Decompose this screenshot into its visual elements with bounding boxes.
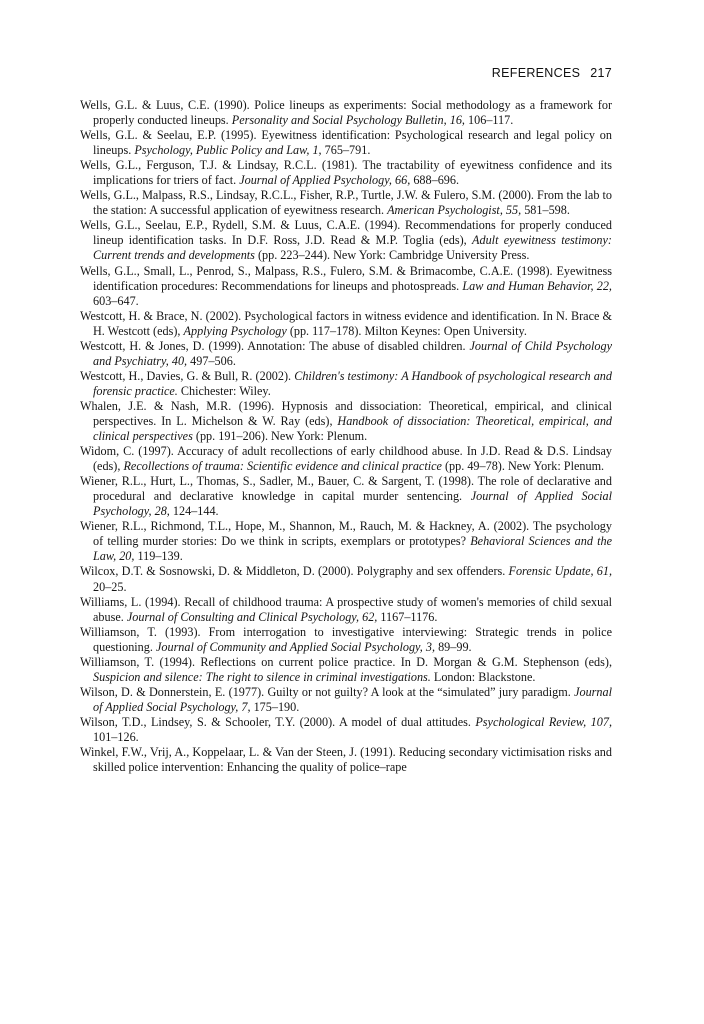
reference-entry — [80, 474, 612, 519]
reference-text: Westcott, H. & Brace, N. (2002). Psychological factors in witness evidence and identification. In N. Brace & H. Westcott (eds), — [80, 308, 612, 338]
reference-text: Chichester: Wiley. — [177, 383, 271, 398]
reference-entry — [80, 369, 612, 399]
reference-text: 89–99. — [435, 639, 472, 654]
reference-text: Wilson, D. & Donnerstein, E. (1977). Guilty or not guilty? A look at the “simulated” jury paradigm. — [80, 684, 575, 699]
reference-entry — [80, 655, 612, 685]
reference-source-italic: Applying Psychology — [183, 323, 287, 338]
reference-entry — [80, 158, 612, 188]
reference-entry — [80, 188, 612, 218]
reference-text: Westcott, H., Davies, G. & Bull, R. (2002). — [80, 368, 295, 383]
reference-entry — [80, 128, 612, 158]
reference-entry — [80, 745, 612, 775]
reference-text: Williamson, T. (1994). Reflections on current police practice. In D. Morgan & G.M. Stephenson (eds), — [80, 654, 612, 669]
reference-text: Wells, G.L., Small, L., Penrod, S., Malpass, R.S., Fulero, S.M. & Brimacombe, C.A.E. (1998). Eyewitness identification procedures: Recommendations for lineups and photospreads. — [80, 263, 612, 293]
reference-entry — [80, 309, 612, 339]
reference-entry — [80, 519, 612, 564]
reference-entry — [80, 625, 612, 655]
reference-source-italic: Children's testimony: A Handbook of psychological research and forensic practice. — [93, 368, 612, 398]
reference-text: Wells, G.L. & Seelau, E.P. (1995). Eyewitness identification: Psychological research and legal policy on lineups. — [80, 128, 612, 158]
reference-source-italic: Journal of Applied Social Psychology, 28, — [93, 489, 613, 519]
reference-text: 688–696. — [410, 173, 460, 188]
reference-text: 1167–1176. — [377, 609, 438, 624]
reference-text: Williamson, T. (1993). From interrogation to investigative interviewing: Strategic trends in police questioning. — [80, 624, 612, 654]
reference-text: 765–791. — [321, 143, 371, 158]
reference-entry — [80, 685, 612, 715]
reference-source-italic: Forensic Update, 61, — [508, 564, 612, 579]
reference-text: 497–506. — [187, 353, 236, 368]
running-head-title: REFERENCES — [491, 66, 581, 80]
reference-text: 175–190. — [250, 699, 300, 714]
reference-entry — [80, 339, 612, 369]
reference-text: Widom, C. (1997). Accuracy of adult recollections of early childhood abuse. In J.D. Read & D.S. Lindsay (eds), — [80, 444, 612, 474]
reference-entry — [80, 564, 612, 594]
reference-text: (pp. 49–78). New York: Plenum. — [441, 459, 605, 474]
reference-source-italic: Handbook of dissociation: Theoretical, empirical, and clinical perspectives — [93, 413, 613, 444]
reference-entry — [80, 444, 612, 474]
reference-source-italic: Journal of Child Psychology and Psychiatry, 40, — [93, 338, 612, 368]
page-number: 217 — [590, 66, 612, 80]
reference-entry — [80, 98, 612, 128]
reference-source-italic: Personality and Social Psychology Bulletin, 16, — [231, 113, 465, 128]
reference-text: 20–25. — [93, 579, 127, 594]
reference-text: (pp. 223–244). New York: Cambridge University Press. — [254, 248, 530, 263]
reference-text: 124–144. — [169, 504, 219, 519]
reference-text: (pp. 117–178). Milton Keynes: Open University. — [286, 323, 527, 338]
reference-text: Wells, G.L., Ferguson, T.J. & Lindsay, R.C.L. (1981). The tractability of eyewitness confidence and its implications for triers of fact. — [80, 158, 612, 188]
reference-text: Wells, G.L., Malpass, R.S., Lindsay, R.C.L., Fisher, R.P., Turtle, J.W. & Fulero, S.M. (2000). From the lab to the station: A successful application of eyewitness research. — [80, 188, 612, 218]
reference-text: Wells, G.L. & Luus, C.E. (1990). Police lineups as experiments: Social methodology as a framework for properly conducted lineups. — [80, 98, 612, 128]
reference-entry — [80, 715, 612, 745]
reference-text: Winkel, F.W., Vrij, A., Koppelaar, L. & Van der Steen, J. (1991). Reducing secondary victimisation risks and skilled police intervention: Enhancing the quality of police–rape — [80, 745, 612, 775]
reference-text: 106–117. — [464, 113, 514, 128]
reference-text: 581–598. — [521, 203, 570, 218]
reference-source-italic: Psychological Review, 107, — [475, 714, 612, 729]
reference-source-italic: Psychology, Public Policy and Law, 1, — [134, 143, 322, 158]
reference-text: 119–139. — [134, 549, 183, 564]
reference-entry — [80, 218, 612, 263]
reference-text: 603–647. — [93, 293, 139, 308]
reference-source-italic: Suspicion and silence: The right to silence in criminal investigations. — [93, 669, 431, 684]
reference-source-italic: Behavioral Sciences and the Law, 20, — [93, 534, 612, 564]
reference-text: Wells, G.L., Seelau, E.P., Rydell, S.M. & Luus, C.A.E. (1994). Recommendations for properly conduced lineup identification tasks. In D.F. Ross, J.D. Read & M.P. Toglia (eds), — [80, 218, 612, 248]
reference-entry — [80, 595, 612, 625]
reference-entry — [80, 399, 612, 444]
reference-source-italic: Recollections of trauma: Scientific evidence and clinical practice — [123, 459, 442, 474]
reference-text: (pp. 191–206). New York: Plenum. — [192, 429, 368, 444]
reference-list — [80, 98, 612, 775]
reference-text: Wilcox, D.T. & Sosnowski, D. & Middleton, D. (2000). Polygraphy and sex offenders. — [80, 564, 509, 579]
reference-source-italic: Law and Human Behavior, 22, — [462, 278, 612, 293]
reference-source-italic: American Psychologist, 55, — [387, 203, 522, 218]
reference-text: Whalen, J.E. & Nash, M.R. (1996). Hypnosis and dissociation: Theoretical, empirical, and clinical perspectives. In L. Michelson & W. Ray (eds), — [80, 398, 612, 428]
reference-source-italic: Adult eyewitness testimony: Current trends and developments — [93, 233, 612, 263]
reference-source-italic: Journal of Community and Applied Social Psychology, 3, — [155, 639, 436, 654]
reference-text: Westcott, H. & Jones, D. (1999). Annotation: The abuse of disabled children. — [80, 338, 470, 353]
reference-source-italic: Journal of Consulting and Clinical Psychology, 62, — [126, 609, 378, 624]
reference-text: Wiener, R.L., Richmond, T.L., Hope, M., Shannon, M., Rauch, M. & Hackney, A. (2002). The psychology of telling murder stories: Do we think in scripts, exemplars or prototypes? — [80, 519, 612, 549]
reference-source-italic: Journal of Applied Psychology, 66, — [239, 173, 411, 188]
reference-entry — [80, 264, 612, 309]
reference-text: Wiener, R.L., Hurt, L., Thomas, S., Sadler, M., Bauer, C. & Sargent, T. (1998). The role of declarative and procedural and declarative knowledge in capital murder sentencing. — [80, 474, 612, 504]
reference-text: London: Blackstone. — [430, 669, 536, 684]
reference-text: Williams, L. (1994). Recall of childhood trauma: A prospective study of women's memories of child sexual abuse. — [80, 594, 612, 624]
reference-text: Wilson, T.D., Lindsey, S. & Schooler, T.Y. (2000). A model of dual attitudes. — [80, 714, 476, 729]
reference-source-italic: Journal of Applied Social Psychology, 7, — [93, 684, 612, 714]
reference-text: 101–126. — [93, 729, 139, 744]
running-head — [492, 66, 612, 80]
